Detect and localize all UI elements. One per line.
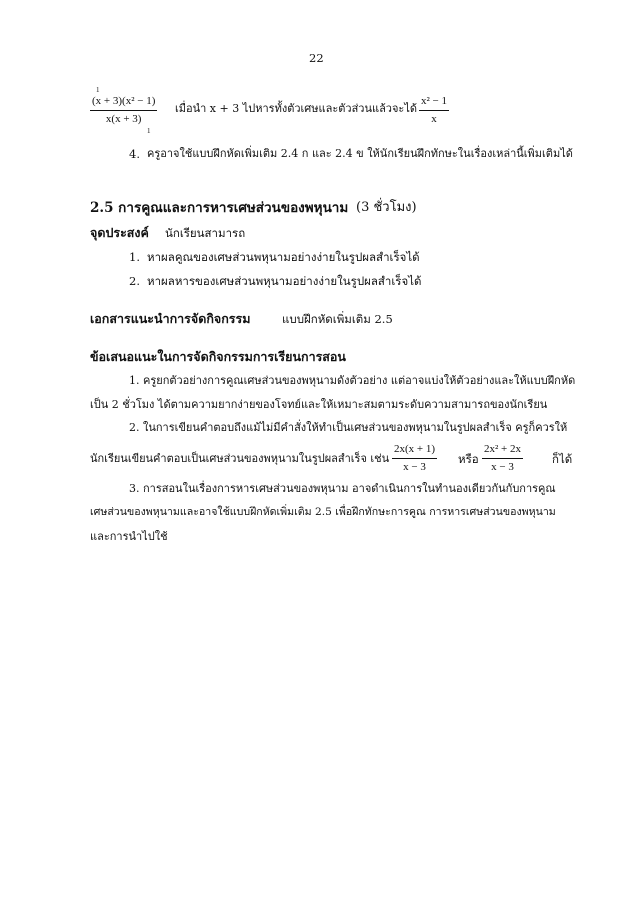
objective-1-number: 1. [129, 250, 140, 264]
suggestion-1-line-1: 1. ครูยกตัวอย่างการคูณเศษส่วนของพหุนามดังตัวอย่าง แต่อาจแบ่งให้ตัวอย่างและให้แบบฝึกหัด [129, 374, 576, 387]
objectives-label: จุดประสงค์ [90, 225, 149, 240]
objective-2-text: หาผลหารของเศษส่วนพหุนามอย่างง่ายในรูปผลสำเร็จได้ [147, 274, 422, 288]
objective-2-number: 2. [129, 274, 140, 288]
suggestion-2-line-1: 2. ในการเขียนคำตอบถึงแม้ไม่มีคำสั่งให้ทำเป็นเศษส่วนของพหุนามในรูปผลสำเร็จ ครูก็ควรให้ [129, 421, 568, 434]
top-fraction [90, 95, 157, 127]
suggestions-label: ข้อเสนอแนะในการจัดกิจกรรมการเรียนการสอน [90, 349, 346, 364]
objective-1-text: หาผลคูณของเศษส่วนพหุนามอย่างง่ายในรูปผลสำเร็จได้ [147, 250, 420, 264]
section-hours: (3 ชั่วโมง) [356, 200, 417, 215]
objectives-intro: นักเรียนสามารถ [165, 226, 246, 240]
materials-value: แบบฝึกหัดเพิ่มเติม 2.5 [282, 312, 393, 326]
top-result-denominator: x [431, 112, 437, 125]
example-fraction-2-denominator: x − 3 [491, 460, 514, 473]
cancel-mark-bottom: 1 [147, 127, 151, 135]
materials-label: เอกสารแนะนำการจัดกิจกรรม [90, 311, 251, 326]
page-number: 22 [309, 51, 324, 65]
suggestion-3-line-1: 3. การสอนในเรื่องการหารเศษส่วนของพหุนาม อาจดำเนินการในทำนองเดียวกันกับการคูณ [129, 482, 556, 495]
example-fraction-1 [392, 443, 437, 475]
example-fraction-1-denominator: x − 3 [403, 460, 426, 473]
top-expr-text: เมื่อนำ x + 3 ไปหารทั้งตัวเศษและตัวส่วนแล้วจะได้ [175, 102, 418, 115]
top-fraction-numerator: (x + 3)(x² − 1) [90, 95, 157, 111]
cancel-mark-top: 1 [96, 86, 100, 94]
suggestion-2-end: ก็ได้ [552, 452, 573, 466]
suggestion-2-line-2: นักเรียนเขียนคำตอบเป็นเศษส่วนของพหุนามในรูปผลสำเร็จ เช่น [90, 452, 390, 465]
top-result-numerator: x² − 1 [419, 95, 449, 111]
or-text: หรือ [458, 452, 479, 466]
top-fraction-denominator: x(x + 3) [105, 112, 142, 125]
suggestion-3-line-3: และการนำไปใช้ [90, 530, 168, 543]
top-result-fraction [419, 95, 449, 127]
example-fraction-1-numerator: 2x(x + 1) [392, 443, 437, 459]
example-fraction-2-numerator: 2x² + 2x [482, 443, 523, 459]
example-fraction-2 [482, 443, 523, 475]
section-title: 2.5 การคูณและการหารเศษส่วนของพหุนาม [90, 200, 349, 216]
suggestion-1-line-2: เป็น 2 ชั่วโมง ได้ตามความยากง่ายของโจทย์และให้เหมาะสมตามระดับความสามารถของนักเรียน [90, 398, 548, 411]
suggestion-3-line-2: เศษส่วนของพหุนามและอาจใช้แบบฝึกหัดเพิ่มเติม 2.5 เพื่อฝึกทักษะการคูณ การหารเศษส่วนของพหุนาม [90, 506, 556, 518]
item4-text: ครูอาจใช้แบบฝึกหัดเพิ่มเติม 2.4 ก และ 2.4 ข ให้นักเรียนฝึกทักษะในเรื่องเหล่านี้เพิ่มเติมได้ [147, 147, 573, 160]
item4-number: 4. [129, 147, 140, 161]
